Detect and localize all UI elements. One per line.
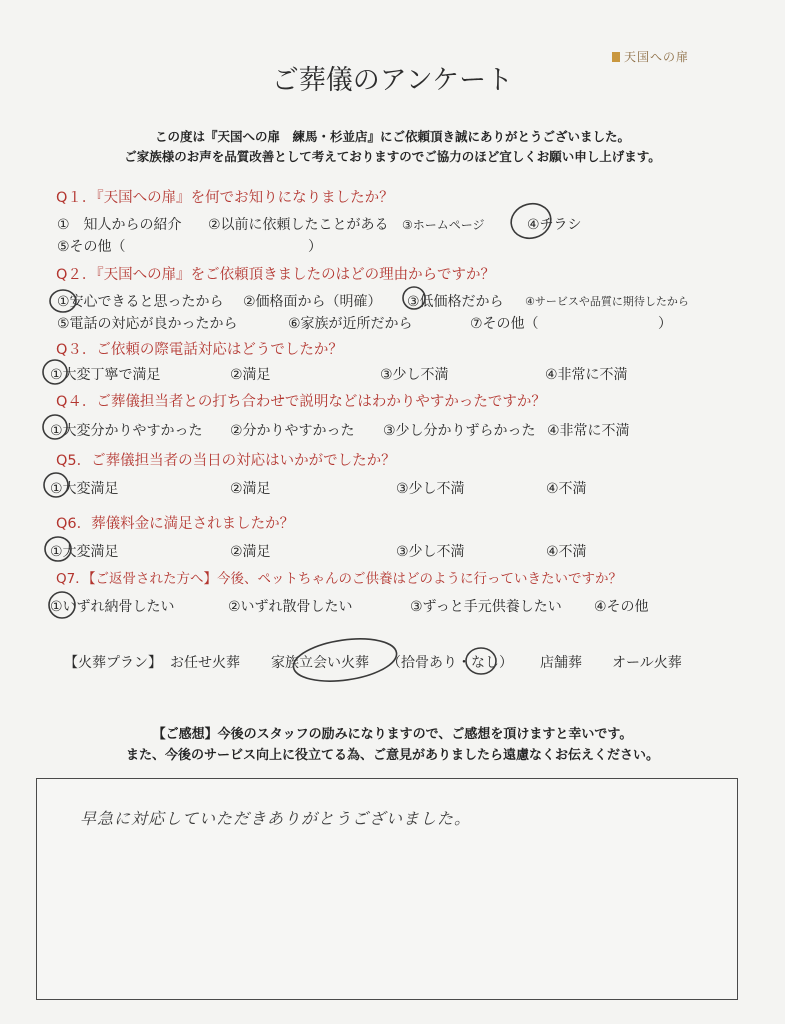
question-1-label: Q１．『天国への扉』を何でお知りになりましたか？	[56, 190, 394, 206]
q1-option-5-close: ）	[308, 239, 322, 255]
q4-option-4[interactable]: ④非常に不満	[547, 423, 630, 439]
q2-option-7[interactable]: ⑦その他（	[470, 316, 539, 332]
question-3-label: Q３．ご依頼の際電話対応はどうでしたか？	[56, 342, 343, 358]
intro-line-1: この度は『天国への扉 練馬・杉並店』にご依頼頂き誠にありがとうございました。	[154, 129, 630, 144]
plan-option-1[interactable]: お任せ火葬	[170, 655, 240, 671]
q5-option-4[interactable]: ④不満	[546, 481, 587, 497]
q7-option-3[interactable]: ③ずっと手元供養したい	[410, 599, 562, 615]
q2-option-7-close: ）	[658, 316, 672, 332]
q2-option-5[interactable]: ⑤電話の対応が良かったから	[57, 316, 238, 332]
q6-option-4[interactable]: ④不満	[546, 544, 587, 560]
q3-option-1[interactable]: ①大変丁寧で満足	[50, 367, 161, 383]
q4-option-1[interactable]: ①大変分かりやすかった	[50, 423, 203, 439]
q5-option-2[interactable]: ②満足	[230, 481, 271, 497]
q2-option-2[interactable]: ②価格面から（明確）	[243, 294, 382, 310]
question-7-label: Q7．【ご返骨された方へ】今後、ペットちゃんのご供養はどのように行っていきたいですか？	[56, 571, 622, 587]
plan-option-3[interactable]: 店舗葬	[540, 655, 582, 671]
q7-option-2[interactable]: ②いずれ散骨したい	[228, 599, 353, 615]
q7-option-1[interactable]: ①いずれ納骨したい	[50, 599, 175, 615]
q7-option-4[interactable]: ④その他	[594, 599, 649, 615]
q2-option-1[interactable]: ①安心できると思ったから	[57, 294, 224, 310]
intro-line-2: ご家族様のお声を品質改善として考えておりますのでご協力のほど宜しくお願い申し上げます。	[124, 149, 661, 164]
question-6-label: Q6．葬儀料金に満足されましたか？	[56, 516, 295, 532]
plan-option-2[interactable]: 家族立会い火葬	[271, 655, 369, 671]
q1-option-3[interactable]: ③ホームページ	[402, 218, 485, 232]
q2-option-6[interactable]: ⑥家族が近所だから	[288, 316, 413, 332]
q6-option-2[interactable]: ②満足	[230, 544, 271, 560]
page-title: ご葬儀のアンケート	[271, 65, 514, 96]
logo-text: 天国への扉	[624, 50, 690, 64]
comment-note-line-2: また、今後のサービス向上に役立てる為、ご意見がありましたら遠慮なくお伝えください。	[125, 748, 659, 763]
plan-label: 【火葬プラン】	[64, 655, 162, 671]
question-2-label: Q２．『天国への扉』をご依頼頂きましたのはどの理由からですか？	[56, 267, 496, 283]
q4-option-2[interactable]: ②分かりやすかった	[230, 423, 355, 439]
handwritten-comment: 早急に対応していただきありがとうございました。	[80, 809, 472, 828]
plan-option-2-sub[interactable]: （拾骨あり・なし）	[387, 655, 513, 671]
q6-option-1[interactable]: ①大変満足	[50, 544, 119, 560]
question-4-label: Q４．ご葬儀担当者との打ち合わせで説明などはわかりやすかったですか？	[56, 394, 546, 410]
q5-option-1[interactable]: ①大変満足	[50, 481, 119, 497]
q3-option-3[interactable]: ③少し不満	[380, 367, 449, 383]
q1-option-4[interactable]: ④チラシ	[527, 217, 582, 233]
q2-option-3[interactable]: ③低価格だから	[407, 294, 504, 310]
plan-option-4[interactable]: オール火葬	[612, 655, 682, 671]
q6-option-3[interactable]: ③少し不満	[396, 544, 465, 560]
q3-option-4[interactable]: ④非常に不満	[545, 367, 628, 383]
q3-option-2[interactable]: ②満足	[230, 367, 271, 383]
q1-option-5[interactable]: ⑤その他（	[57, 239, 126, 255]
comment-note-line-1: 【ご感想】今後のスタッフの励みになりますので、ご感想を頂けますと幸いです。	[152, 727, 633, 742]
q5-option-3[interactable]: ③少し不満	[396, 481, 465, 497]
q1-option-1[interactable]: ① 知人からの紹介	[57, 217, 182, 233]
q4-option-3[interactable]: ③少し分かりずらかった	[383, 423, 536, 439]
q2-option-4[interactable]: ④サービスや品質に期待したから	[525, 295, 689, 308]
question-5-label: Q5．ご葬儀担当者の当日の対応はいかがでしたか？	[56, 453, 396, 469]
q1-option-2[interactable]: ②以前に依頼したことがある	[208, 217, 389, 233]
